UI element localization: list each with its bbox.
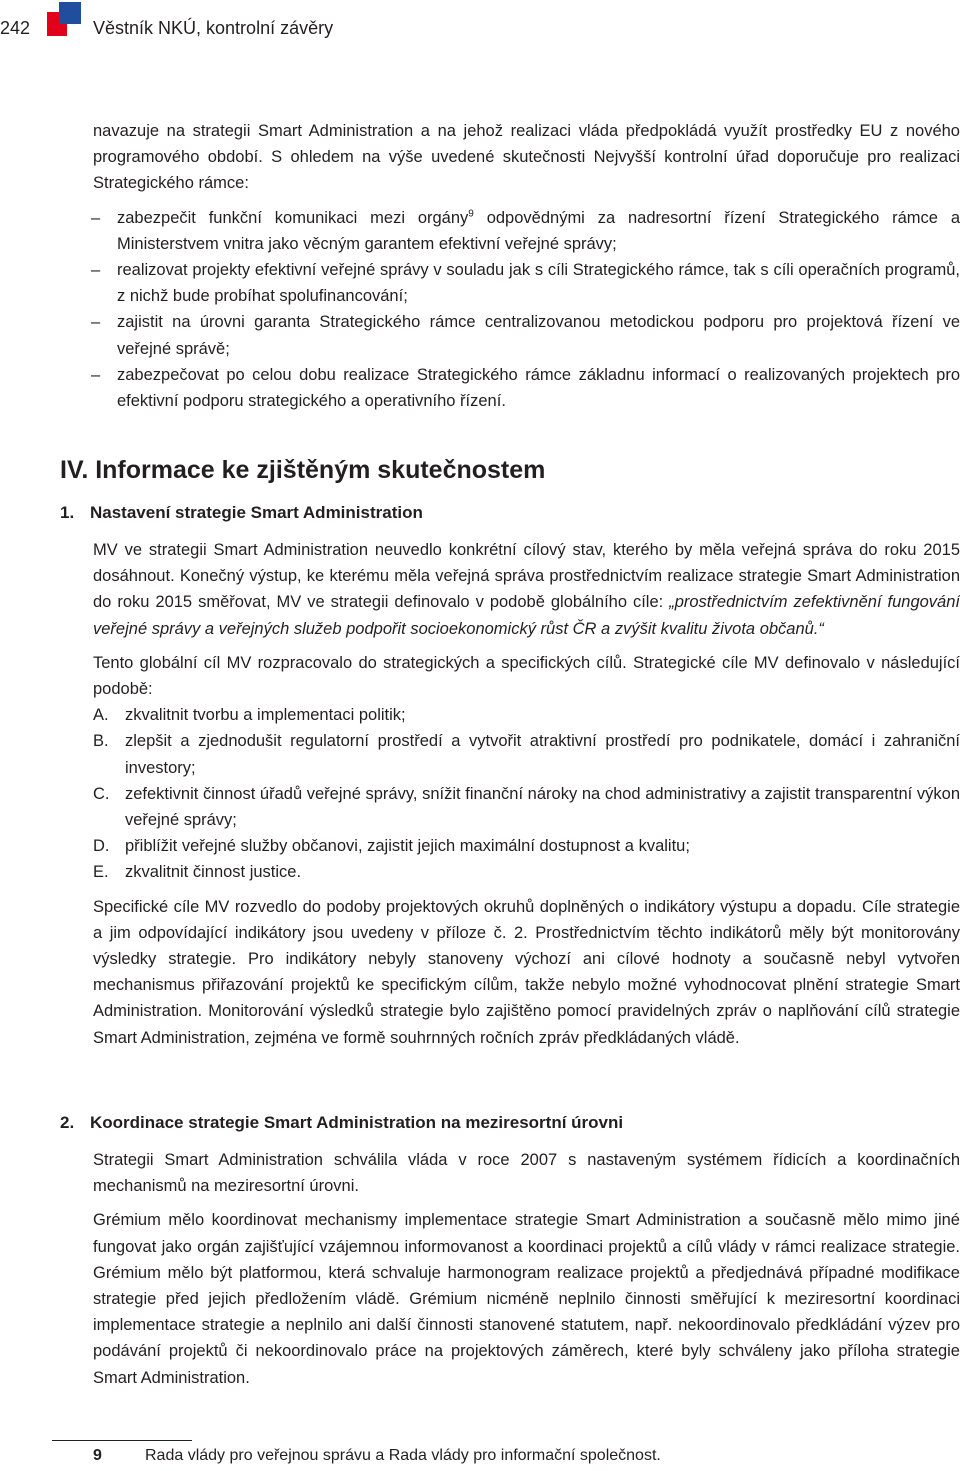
- list-item-text: realizovat projekty efektivní veřejné správy v souladu jak s cíli Strategického rámce, tak s cíli operačních programů, z nichž bude probíhat spolufinancování;: [117, 261, 960, 306]
- strategic-goals-list: [93, 702, 960, 885]
- list-item: [93, 833, 960, 859]
- paragraph: [93, 537, 960, 642]
- paragraph: Tento globální cíl MV rozpracovalo do strategických a specifických cílů. Strategické cíle MV definovalo v následující podobě:: [93, 653, 960, 699]
- list-item-text: zabezpečit funkční komunikaci mezi orgány: [117, 208, 469, 227]
- list-marker: A.: [93, 706, 109, 725]
- list-item-text: zajistit na úrovni garanta Strategického rámce centralizovanou metodickou podporu pro projektová řízení ve veřejné správě;: [117, 313, 960, 358]
- list-item: [93, 362, 960, 414]
- subsection-heading-2: [60, 1113, 623, 1133]
- publication-title: Věstník NKÚ, kontrolní závěry: [93, 18, 334, 38]
- list-item-text: zkvalitnit tvorbu a implementaci politik;: [125, 706, 406, 725]
- paragraph: Specifické cíle MV rozvedlo do podoby projektových okruhů doplněných o indikátory výstupu a dopadu. Cíle strategie a jim odpovídající indikátory jsou uvedeny v příloze č. 2. Prostřednictvím těchto indikátorů měly být monitorovány výsledky strategie. Pro indikátory nebyly stanoveny výchozí ani cílové hodnoty a současně nebyl vytvořen mechanismus přiřazování projektů ke specifickým cílům, takže nebylo možné vyhodnocovat plnění strategie Smart Administration. Monitorování výsledků strategie bylo zajištěno pomocí pravidelných zpráv o naplňování cílů strategie Smart Administration, zejména ve formě souhrnných ročních zpráv předkládaných vládě.: [93, 897, 960, 1047]
- recommendation-list: [93, 205, 960, 415]
- list-item: [93, 205, 960, 257]
- list-item-text: zlepšit a zjednodušit regulatorní prostředí a vytvořit atraktivní prostředí pro podnikatele, domácí i zahraniční investory;: [125, 732, 960, 777]
- list-item: [93, 859, 960, 885]
- intro-paragraph: navazuje na strategii Smart Administration a na jehož realizaci vláda předpokládá využít prostředky EU z nového programového období. S ohledem na výše uvedené skutečnosti Nejvyšší kontrolní úřad doporučuje pro realizaci Strategického rámce:: [93, 122, 960, 193]
- quoted-goal: „prostřednictvím zefektivnění fungování veřejné správy a veřejných služeb podpořit socioekonomický růst ČR a zvýšit kvalitu života občanů.“: [93, 593, 960, 638]
- logo-blue-square: [59, 2, 81, 24]
- subsection-number: 1.: [60, 503, 75, 522]
- list-marker: E.: [93, 863, 109, 882]
- list-marker: D.: [93, 837, 110, 856]
- list-item-text: přiblížit veřejné služby občanovi, zajistit jejich maximální dostupnost a kvalitu;: [125, 837, 690, 856]
- list-item: [93, 728, 960, 780]
- subsection-2-body: [93, 1147, 960, 1391]
- footnote: [93, 1447, 661, 1465]
- list-marker: C.: [93, 784, 110, 803]
- section-heading: IV. Informace ke zjištěným skutečnostem: [60, 456, 546, 484]
- intro-block: [93, 118, 960, 414]
- list-item: [93, 309, 960, 361]
- list-item: [93, 702, 960, 728]
- list-item-text: odpovědnými za nadresortní řízení Strategického rámce a Ministerstvem vnitra jako věcným garantem efektivní veřejné správy;: [117, 208, 960, 253]
- list-item: [93, 781, 960, 833]
- subsection-1-body: [93, 537, 960, 1051]
- page-header: [0, 0, 960, 60]
- subsection-title: Koordinace strategie Smart Administration na meziresortní úrovni: [90, 1113, 624, 1132]
- footnote-number: 9: [93, 1447, 102, 1464]
- paragraph-text: MV ve strategii Smart Administration neuvedlo konkrétní cílový stav, kterého by měla veřejná správa do roku 2015 dosáhnout. Konečný výstup, ke kterému měla veřejná správa prostřednictvím realizace strategie Smart Administration do roku 2015 směřovat, MV ve strategii definovalo v podobě globálního cíle:: [93, 541, 960, 612]
- subsection-number: 2.: [60, 1113, 75, 1132]
- page-number: 242: [0, 18, 31, 38]
- list-item-text: zefektivnit činnost úřadů veřejné správy, snížit finanční nároky na chod administrativy a zajistit transparentní výkon veřejné správy;: [125, 784, 960, 830]
- list-item-text: zkvalitnit činnost justice.: [125, 863, 302, 882]
- footnote-text: Rada vlády pro veřejnou správu a Rada vlády pro informační společnost.: [145, 1447, 661, 1464]
- subsection-title: Nastavení strategie Smart Administration: [90, 503, 423, 522]
- list-marker: B.: [93, 732, 109, 751]
- paragraph: Strategii Smart Administration schválila vláda v roce 2007 s nastaveným systémem řídicích a koordinačních mechanismů na meziresortní úrovni.: [93, 1151, 960, 1196]
- list-item-text: zabezpečovat po celou dobu realizace Strategického rámce základnu informací o realizovaných projektech pro efektivní podporu strategického a operativního řízení.: [117, 365, 960, 411]
- list-item: [93, 257, 960, 309]
- footnote-divider: [52, 1440, 192, 1441]
- subsection-heading-1: [60, 503, 423, 523]
- footnote-ref[interactable]: 9: [468, 208, 474, 220]
- paragraph: Grémium mělo koordinovat mechanismy implementace strategie Smart Administration a současně mělo mimo jiné fungovat jako orgán zajišťující vzájemnou informovanost a koordinaci projektů a cílů vlády v rámci realizace strategie. Grémium mělo být platformou, která schvaluje harmonogram realizace projektů a předjednává případné modifikace strategie před jejich předložením vládě. Grémium nicméně neplnilo činnosti směřující k meziresortní koordinaci implementace strategie a neplnilo ani další činnosti stanovené statutem, např. nekoordinovalo předkládání výzev pro podávání projektů či nekoordinovalo práce na projektových záměrech, které byly schváleny jako příloha strategie Smart Administration.: [93, 1211, 960, 1387]
